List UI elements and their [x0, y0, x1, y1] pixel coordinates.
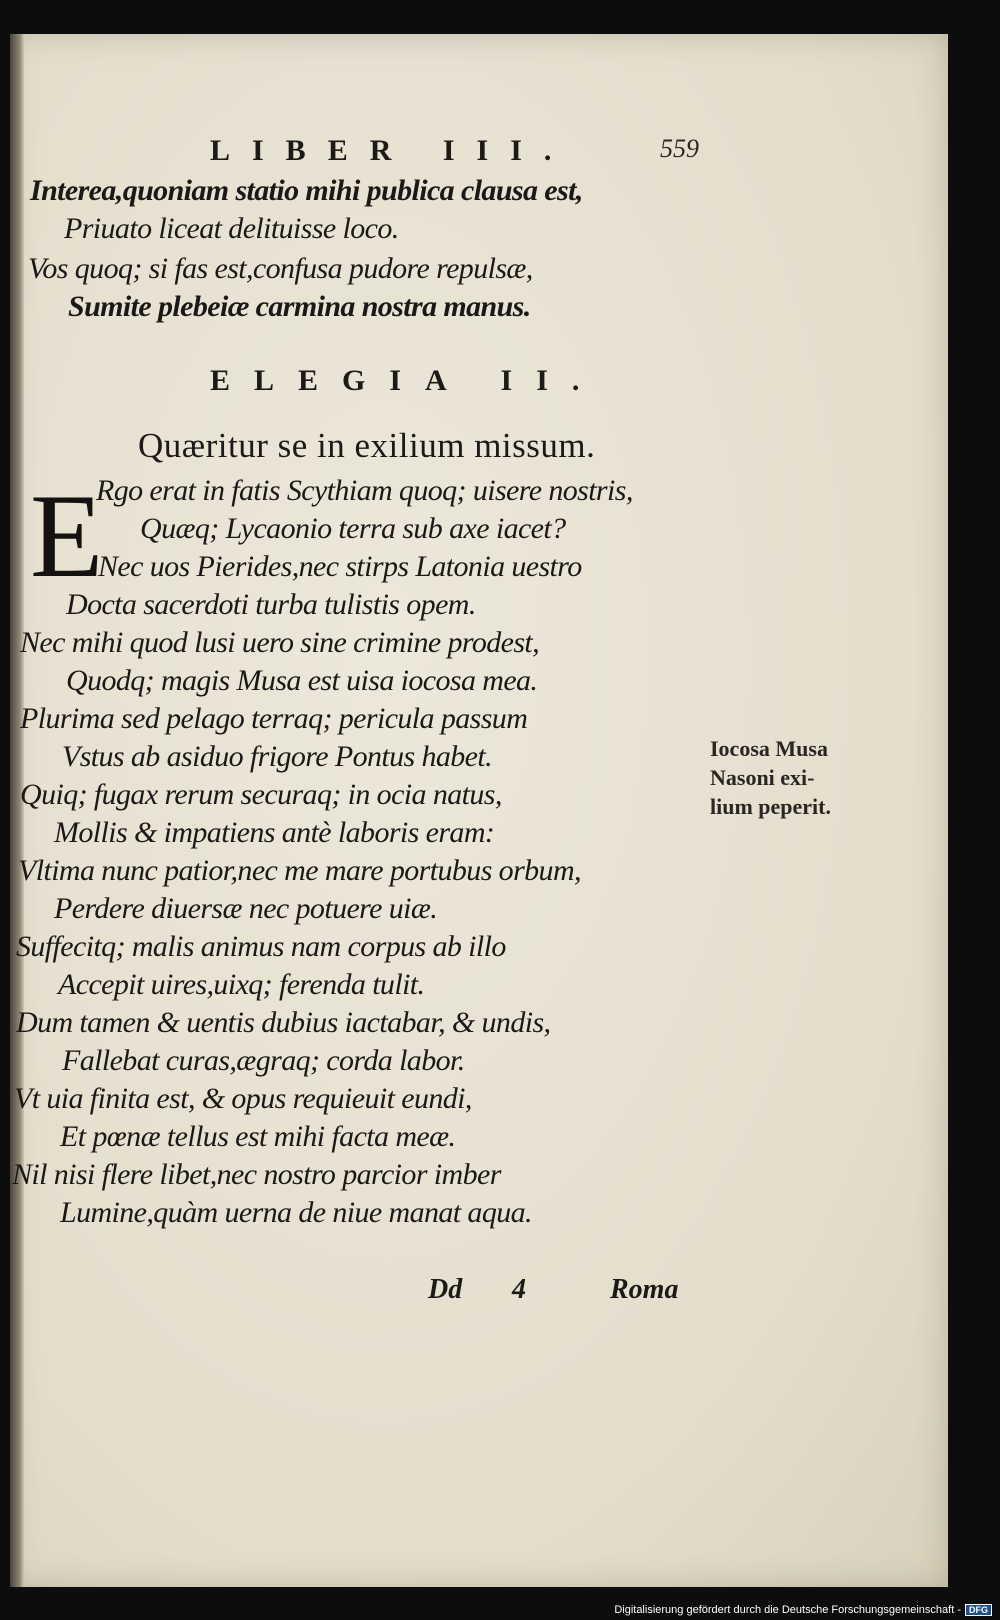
poem-line: Fallebat curas,ægraq; corda labor.	[62, 1044, 465, 1077]
elegy-title: ELEGIA II.	[210, 364, 604, 397]
marginal-note-line: Iocosa Musa	[710, 736, 828, 761]
catchword: Roma	[610, 1274, 679, 1305]
marginal-note-line: Nasoni exi-	[710, 765, 815, 790]
poem-line: Nec uos Pierides,nec stirps Latonia uestro	[98, 550, 582, 583]
poem-line: Suffecitq; malis animus nam corpus ab illo	[16, 930, 506, 963]
poem-line: Docta sacerdoti turba tulistis opem.	[66, 588, 476, 621]
poem-line: Vltima nunc patior,nec me mare portubus orbum,	[18, 854, 581, 887]
book-page	[10, 34, 948, 1587]
poem-line: Mollis & impatiens antè laboris eram:	[54, 816, 495, 849]
poem-line: Et pœnæ tellus est mihi facta meæ.	[60, 1120, 456, 1153]
marginal-note-line: lium peperit.	[710, 794, 831, 819]
poem-line: Plurima sed pelago terraq; pericula passum	[20, 702, 528, 735]
drop-capital: E	[30, 469, 104, 602]
poem-line: Perdere diuersæ nec potuere uiæ.	[54, 892, 438, 925]
poem-line: Quiq; fugax rerum securaq; in ocia natus,	[20, 778, 502, 811]
poem-line: Nil nisi flere libet,nec nostro parcior imber	[12, 1158, 501, 1191]
poem-line: Quodq; magis Musa est uisa iocosa mea.	[66, 664, 538, 697]
folio-number: 559	[660, 134, 699, 163]
poem-line: Dum tamen & uentis dubius iactabar, & undis,	[16, 1006, 551, 1039]
poem-line: Quæq; Lycaonio terra sub axe iacet?	[140, 512, 566, 545]
poem-line: Lumine,quàm uerna de niue manat aqua.	[60, 1196, 532, 1229]
digitization-credit	[614, 1604, 992, 1616]
elegy-argument: Quæritur se in exilium missum.	[138, 426, 596, 465]
signature-number: 4	[512, 1274, 526, 1305]
marginal-note	[710, 734, 831, 821]
poem-line: Rgo erat in fatis Scythiam quoq; uisere nostris,	[96, 474, 633, 507]
poem-line: Vstus ab asiduo frigore Pontus habet.	[62, 740, 493, 773]
credit-text: Digitalisierung gefördert durch die Deutsche Forschungsgemeinschaft -	[614, 1604, 961, 1616]
dfg-logo: DFG	[965, 1604, 992, 1616]
poem-line: Vt uia finita est, & opus requieuit eundi,	[14, 1082, 472, 1115]
poem-line: Accepit uires,uixq; ferenda tulit.	[58, 968, 425, 1001]
running-head: LIBER III.	[210, 134, 574, 167]
poem-line: Sumite plebeiæ carmina nostra manus.	[68, 290, 531, 323]
signature-mark: Dd	[428, 1274, 463, 1305]
poem-line: Priuato liceat delituisse loco.	[64, 212, 399, 245]
poem-line: Vos quoq; si fas est,confusa pudore repulsæ,	[28, 252, 533, 285]
poem-line: Nec mihi quod lusi uero sine crimine prodest,	[20, 626, 540, 659]
poem-line: Interea,quoniam statio mihi publica clausa est,	[30, 174, 583, 207]
